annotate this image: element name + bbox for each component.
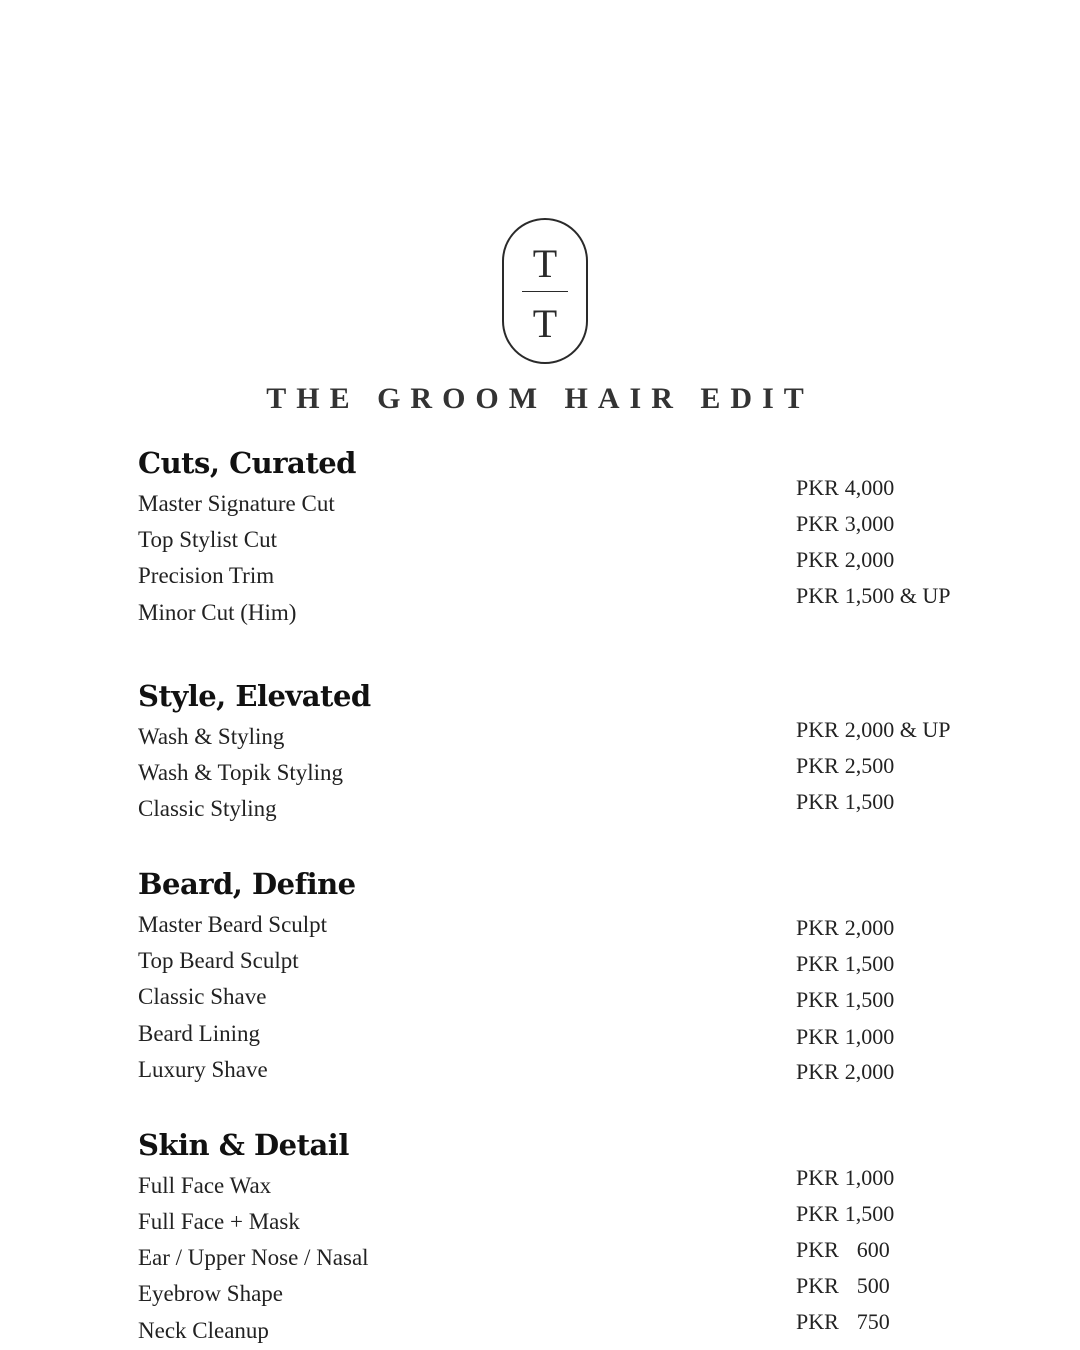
service-price (796, 1164, 894, 1192)
service-item: Classic Styling (138, 796, 277, 821)
price-amount: 1,500 (844, 789, 895, 814)
service-item: Full Face Wax (138, 1173, 272, 1198)
service-item: Classic Shave (138, 984, 267, 1009)
price-amount: 500 (856, 1273, 890, 1298)
service-price (796, 752, 894, 780)
service-price (796, 474, 894, 502)
price-currency: PKR (796, 1201, 839, 1226)
price-currency: PKR (796, 987, 839, 1012)
service-item: Master Beard Sculpt (138, 912, 328, 937)
price-currency: PKR (796, 583, 839, 608)
price-currency: PKR (796, 511, 839, 536)
price-currency: PKR (796, 475, 839, 500)
service-price (796, 1200, 894, 1228)
service-item: Eyebrow Shape (138, 1281, 283, 1306)
service-item: Full Face + Mask (138, 1209, 300, 1234)
logo-divider (522, 291, 568, 292)
section-heading-beard: Beard, Define (138, 867, 356, 901)
price-amount: 750 (856, 1309, 890, 1334)
price-amount: 2,000 & UP (844, 717, 951, 742)
service-item: Luxury Shave (138, 1057, 268, 1082)
service-item: Beard Lining (138, 1021, 260, 1046)
service-price (796, 546, 894, 574)
brand-logo (502, 218, 588, 364)
service-price (796, 986, 894, 1014)
service-price (796, 1272, 890, 1300)
price-currency: PKR (796, 1024, 839, 1049)
section-heading-skin: Skin & Detail (138, 1128, 349, 1162)
service-item: Ear / Upper Nose / Nasal (138, 1245, 369, 1270)
price-currency: PKR (796, 547, 839, 572)
service-price (796, 582, 951, 610)
service-item: Master Signature Cut (138, 491, 335, 516)
price-currency: PKR (796, 1165, 839, 1190)
price-amount: 1,000 (844, 1024, 895, 1049)
price-currency: PKR (796, 1059, 839, 1084)
service-item: Wash & Topik Styling (138, 760, 344, 785)
price-amount: 1,500 (844, 951, 895, 976)
price-currency: PKR (796, 789, 839, 814)
service-price (796, 1236, 890, 1264)
service-price (796, 914, 894, 942)
service-price (796, 1308, 890, 1336)
price-amount: 1,000 (844, 1165, 895, 1190)
logo-bottom-letter: T (532, 301, 558, 346)
logo-top-letter: T (532, 241, 558, 286)
service-item: Top Stylist Cut (138, 527, 277, 552)
service-item: Neck Cleanup (138, 1318, 269, 1343)
price-amount: 1,500 & UP (844, 583, 951, 608)
price-amount: 1,500 (844, 987, 895, 1012)
service-item: Precision Trim (138, 563, 275, 588)
price-amount: 4,000 (844, 475, 895, 500)
service-price (796, 716, 951, 744)
service-price (796, 1058, 894, 1086)
price-amount: 2,000 (844, 1059, 895, 1084)
section-heading-style: Style, Elevated (138, 679, 371, 713)
service-price (796, 510, 894, 538)
price-currency: PKR (796, 951, 839, 976)
price-amount: 600 (856, 1237, 890, 1262)
price-currency: PKR (796, 753, 839, 778)
price-currency: PKR (796, 1309, 839, 1334)
price-amount: 1,500 (844, 1201, 895, 1226)
price-amount: 3,000 (844, 511, 895, 536)
price-currency: PKR (796, 1237, 839, 1262)
service-item: Top Beard Sculpt (138, 948, 299, 973)
service-price (796, 1023, 894, 1051)
price-currency: PKR (796, 717, 839, 742)
price-amount: 2,500 (844, 753, 895, 778)
price-currency: PKR (796, 915, 839, 940)
service-item: Wash & Styling (138, 724, 285, 749)
price-amount: 2,000 (844, 915, 895, 940)
service-price (796, 788, 894, 816)
service-item: Minor Cut (Him) (138, 600, 297, 625)
price-currency: PKR (796, 1273, 839, 1298)
service-price (796, 950, 894, 978)
section-heading-cuts: Cuts, Curated (138, 446, 356, 480)
price-amount: 2,000 (844, 547, 895, 572)
brand-title: THE GROOM HAIR EDIT (266, 382, 814, 415)
